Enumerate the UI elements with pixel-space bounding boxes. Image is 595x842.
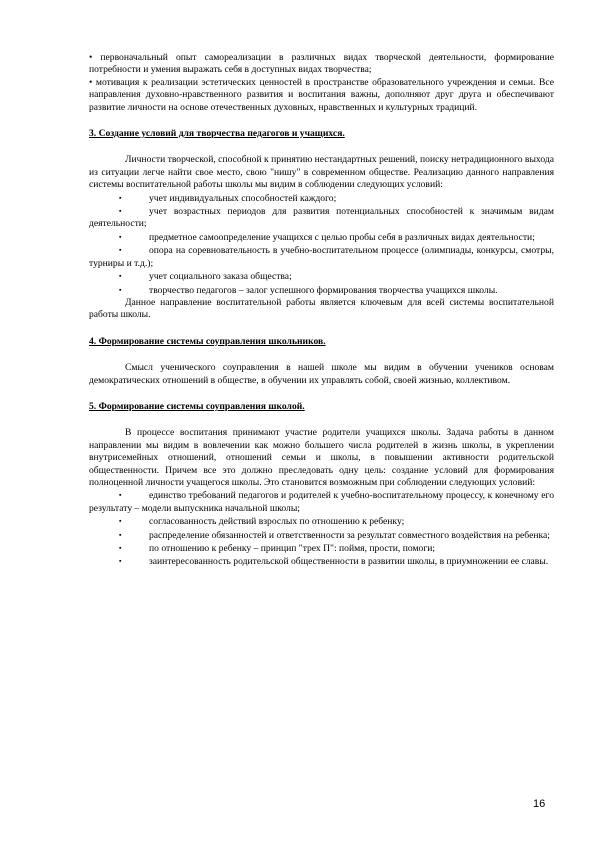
- section-paragraph: В процессе воспитания принимают участие родители учащихся школы. Задача работы в данном направлении мы видим в вовлечении как можно большего числа родителей в жизнь школы, в укреплении внутрисемейных отношений, отношений семьи и школы, в повышении активности родительской общественности. Причем все это должно преследовать одну цель: создание условий для формирования полноценной личности учащегося школы. Это становится возможным при соблюдении следующих условий:: [89, 427, 554, 488]
- list-item: [89, 244, 554, 270]
- intro-block: [89, 52, 554, 114]
- intro-line: • мотивация к реализации эстетических ценностей в пространстве образовательного учреждения и семьи. Все направления духовно-нравственного развития и воспитания важны, дополняют друг друга и обеспечивают развитие личности на основе отечественных духовных, нравственных и культурных традиций.: [89, 76, 554, 113]
- list-item-text: предметное самоопределение учащихся с целью пробы себя в различных видах деятельности;: [149, 231, 535, 243]
- list-item-text: учет возрастных периодов для развития потенциальных способностей к значимым видам деятельности;: [89, 206, 554, 230]
- list-item: [89, 231, 554, 244]
- bullet-icon: ▪: [119, 207, 122, 216]
- list-item-text: учет социального заказа общества;: [149, 271, 292, 283]
- section-heading: 4. Формирование системы соуправления школьников.: [89, 335, 326, 347]
- section-heading: 5. Формирование системы соуправления школой.: [89, 400, 305, 412]
- bullet-icon: ▪: [119, 544, 122, 552]
- list-item-text: единство требований педагогов и родителей к учебно-воспитательному процессу, к конечному его результату – модели выпускника начальной школы;: [89, 490, 554, 514]
- section-closing: Данное направление воспитательной работы является ключевым для всей системы воспитательной работы школы.: [89, 296, 554, 321]
- list-item-text: опора на соревновательность в учебно-воспитательном процессе (олимпиады, конкурсы, смотры, турниры и т.д.);: [89, 245, 554, 269]
- bullet-icon: ▪: [119, 272, 122, 281]
- list-item-text: заинтересованность родительской общественности в развитии школы, в приумножении ее славы.: [149, 556, 549, 568]
- list-item: [89, 542, 554, 555]
- list-item: [89, 192, 554, 205]
- bullet-icon: ▪: [119, 491, 122, 500]
- list-item: [89, 205, 554, 231]
- list-item-text: творчество педагогов – залог успешного формирования творчества учащихся школы.: [149, 284, 498, 296]
- list-item-text: распределение обязанностей и ответственности за результат совместного воздействия на ребенка;: [149, 529, 550, 541]
- bullet-icon: ▪: [119, 285, 122, 294]
- list-item-text: по отношению к ребенку – принцип "трех П": поймя, прости, помоги;: [149, 543, 436, 554]
- list-item: [89, 270, 554, 283]
- page-number: 16: [533, 798, 546, 810]
- section-heading: 3. Создание условий для творчества педагогов и учащихся.: [89, 128, 345, 140]
- list-item: [89, 529, 554, 542]
- bullet-icon: ▪: [119, 530, 122, 539]
- list-item: [89, 489, 554, 515]
- list-item: [89, 555, 554, 568]
- list-item-text: учет индивидуальных способностей каждого;: [149, 192, 337, 204]
- section-paragraph: Смысл ученического соуправления в нашей школе мы видим в обучении учеников основам демократических отношений в обществе, в обучении их управлять собой, своей жизнью, коллективом.: [89, 362, 554, 386]
- bullet-icon: ▪: [119, 232, 122, 241]
- section-paragraph: Личности творческой, способной к принятию нестандартных решений, поиску нетрадиционного выхода из ситуации легче найти свое место, свою "нишу" в современном обществе. Реализацию данного направления системы воспитательной работы школы мы видим в соблюдении следующих условий:: [89, 154, 554, 191]
- intro-line: • первоначальный опыт самореализации в различных видах творческой деятельности, формирование потребности и умения выражать себя в доступных видах творчества;: [89, 52, 554, 76]
- bullet-icon: ▪: [119, 557, 122, 566]
- list-item: [89, 284, 554, 297]
- bullet-icon: ▪: [119, 517, 122, 526]
- bullet-list: [89, 192, 554, 297]
- list-item-text: согласованность действий взрослых по отношению к ребенку;: [149, 516, 405, 528]
- bullet-icon: ▪: [119, 246, 122, 255]
- document-page: [89, 52, 554, 569]
- bullet-icon: ▪: [119, 193, 122, 202]
- bullet-list: [89, 489, 554, 568]
- list-item: [89, 515, 554, 528]
